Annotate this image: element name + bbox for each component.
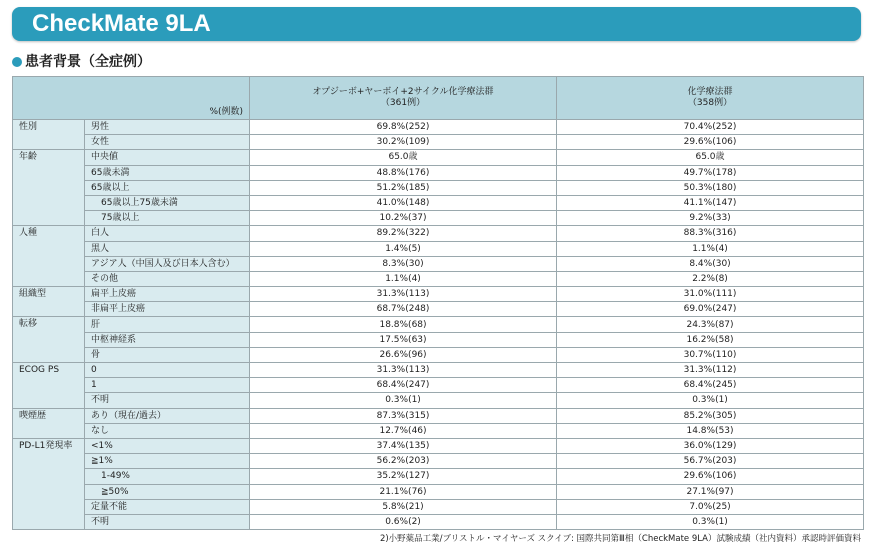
combo-group-value: 0.6%(2) xyxy=(250,514,557,529)
chemo-group-value: 1.1%(4) xyxy=(557,241,864,256)
table-row xyxy=(13,499,864,514)
table-row xyxy=(13,393,864,408)
table-header-row xyxy=(13,77,864,120)
combo-group-value: 10.2%(37) xyxy=(250,211,557,226)
row-subcategory-label: <1% xyxy=(85,438,250,453)
chemo-group-value: 85.2%(305) xyxy=(557,408,864,423)
row-subcategory-label: 65歳以上 xyxy=(85,180,250,195)
footnote: 2)小野薬品工業/ブリストル・マイヤーズ スクイブ: 国際共同第Ⅲ相（CheckMate 9LA）試験成績（社内資料）承認時評価資料 xyxy=(379,534,861,544)
chemo-group-value: 41.1%(147) xyxy=(557,195,864,210)
row-subcategory-label: 1-49% xyxy=(85,469,250,484)
combo-group-value: 56.2%(203) xyxy=(250,454,557,469)
combo-group-value: 12.7%(46) xyxy=(250,423,557,438)
section-heading xyxy=(12,52,151,72)
section-title-text: 患者背景（全症例） xyxy=(25,54,151,70)
combo-group-value: 89.2%(322) xyxy=(250,226,557,241)
chemo-group-value: 69.0%(247) xyxy=(557,302,864,317)
table-row xyxy=(13,484,864,499)
table-row xyxy=(13,332,864,347)
row-category-label: ECOG PS xyxy=(13,363,85,409)
chemo-group-value: 14.8%(53) xyxy=(557,423,864,438)
combo-group-value: 0.3%(1) xyxy=(250,393,557,408)
chemo-group-value: 16.2%(58) xyxy=(557,332,864,347)
combo-group-value: 65.0歳 xyxy=(250,150,557,165)
combo-group-value: 30.2%(109) xyxy=(250,135,557,150)
table-row xyxy=(13,211,864,226)
column-header-combo-name: オプジーボ+ヤーボイ+2サイクル化学療法群 xyxy=(312,87,494,97)
combo-group-value: 17.5%(63) xyxy=(250,332,557,347)
table-row xyxy=(13,226,864,241)
row-subcategory-label: 肝 xyxy=(85,317,250,332)
table-row xyxy=(13,271,864,286)
row-category-label: 人種 xyxy=(13,226,85,287)
row-subcategory-label: その他 xyxy=(85,271,250,286)
patient-background-table xyxy=(12,76,864,530)
table-row xyxy=(13,150,864,165)
table-row xyxy=(13,514,864,529)
chemo-group-value: 70.4%(252) xyxy=(557,120,864,135)
chemo-group-value: 8.4%(30) xyxy=(557,256,864,271)
table-row xyxy=(13,363,864,378)
row-subcategory-label: 女性 xyxy=(85,135,250,150)
row-subcategory-label: 0 xyxy=(85,363,250,378)
row-subcategory-label: 骨 xyxy=(85,347,250,362)
combo-group-value: 26.6%(96) xyxy=(250,347,557,362)
chemo-group-value: 29.6%(106) xyxy=(557,469,864,484)
table-row xyxy=(13,120,864,135)
combo-group-value: 1.1%(4) xyxy=(250,271,557,286)
chemo-group-value: 9.2%(33) xyxy=(557,211,864,226)
combo-group-value: 68.7%(248) xyxy=(250,302,557,317)
chemo-group-value: 0.3%(1) xyxy=(557,514,864,529)
table-row xyxy=(13,454,864,469)
chemo-group-value: 88.3%(316) xyxy=(557,226,864,241)
chemo-group-value: 27.1%(97) xyxy=(557,484,864,499)
table-row xyxy=(13,180,864,195)
table-row xyxy=(13,195,864,210)
table-row xyxy=(13,438,864,453)
chemo-group-value: 30.7%(110) xyxy=(557,347,864,362)
row-subcategory-label: 定量不能 xyxy=(85,499,250,514)
table-row xyxy=(13,347,864,362)
column-header-chemo xyxy=(557,77,864,120)
chemo-group-value: 31.0%(111) xyxy=(557,287,864,302)
combo-group-value: 18.8%(68) xyxy=(250,317,557,332)
table-row xyxy=(13,302,864,317)
row-subcategory-label: 不明 xyxy=(85,393,250,408)
row-subcategory-label: 黒人 xyxy=(85,241,250,256)
combo-group-value: 1.4%(5) xyxy=(250,241,557,256)
column-header-combo-n: （361例） xyxy=(380,98,426,108)
row-category-label: PD-L1発現率 xyxy=(13,438,85,529)
combo-group-value: 87.3%(315) xyxy=(250,408,557,423)
chemo-group-value: 2.2%(8) xyxy=(557,271,864,286)
table-row xyxy=(13,469,864,484)
column-header-chemo-n: （358例） xyxy=(687,98,733,108)
row-subcategory-label: 65歳未満 xyxy=(85,165,250,180)
combo-group-value: 41.0%(148) xyxy=(250,195,557,210)
row-subcategory-label: 扁平上皮癌 xyxy=(85,287,250,302)
row-subcategory-label: 白人 xyxy=(85,226,250,241)
combo-group-value: 69.8%(252) xyxy=(250,120,557,135)
row-category-label: 組織型 xyxy=(13,287,85,317)
combo-group-value: 31.3%(113) xyxy=(250,363,557,378)
chemo-group-value: 36.0%(129) xyxy=(557,438,864,453)
chemo-group-value: 29.6%(106) xyxy=(557,135,864,150)
chemo-group-value: 56.7%(203) xyxy=(557,454,864,469)
row-category-label: 喫煙歴 xyxy=(13,408,85,438)
row-subcategory-label: 不明 xyxy=(85,514,250,529)
table-row xyxy=(13,378,864,393)
combo-group-value: 48.8%(176) xyxy=(250,165,557,180)
chemo-group-value: 7.0%(25) xyxy=(557,499,864,514)
table-row xyxy=(13,256,864,271)
bullet-dot-icon xyxy=(12,57,22,67)
row-subcategory-label: 1 xyxy=(85,378,250,393)
row-category-label: 転移 xyxy=(13,317,85,363)
combo-group-value: 5.8%(21) xyxy=(250,499,557,514)
chemo-group-value: 68.4%(245) xyxy=(557,378,864,393)
row-subcategory-label: ≧50% xyxy=(85,484,250,499)
row-subcategory-label: 中央値 xyxy=(85,150,250,165)
table-row xyxy=(13,241,864,256)
combo-group-value: 37.4%(135) xyxy=(250,438,557,453)
table-row xyxy=(13,287,864,302)
chemo-group-value: 50.3%(180) xyxy=(557,180,864,195)
title-banner xyxy=(12,7,861,41)
chemo-group-value: 65.0歳 xyxy=(557,150,864,165)
row-subcategory-label: 75歳以上 xyxy=(85,211,250,226)
row-category-label: 年齢 xyxy=(13,150,85,226)
combo-group-value: 31.3%(113) xyxy=(250,287,557,302)
row-subcategory-label: 非扁平上皮癌 xyxy=(85,302,250,317)
row-subcategory-label: アジア人（中国人及び日本人含む） xyxy=(85,256,250,271)
row-category-label: 性別 xyxy=(13,120,85,150)
chemo-group-value: 0.3%(1) xyxy=(557,393,864,408)
row-subcategory-label: ≧1% xyxy=(85,454,250,469)
row-subcategory-label: 65歳以上75歳未満 xyxy=(85,195,250,210)
banner-title: CheckMate 9LA xyxy=(32,10,211,37)
chemo-group-value: 31.3%(112) xyxy=(557,363,864,378)
row-subcategory-label: あり（現在/過去） xyxy=(85,408,250,423)
row-subcategory-label: 中枢神経系 xyxy=(85,332,250,347)
table-row xyxy=(13,165,864,180)
row-subcategory-label: なし xyxy=(85,423,250,438)
column-header-combo xyxy=(250,77,557,120)
combo-group-value: 51.2%(185) xyxy=(250,180,557,195)
chemo-group-value: 24.3%(87) xyxy=(557,317,864,332)
combo-group-value: 68.4%(247) xyxy=(250,378,557,393)
corner-label: %(例数) xyxy=(13,77,250,120)
table-row xyxy=(13,408,864,423)
table-row xyxy=(13,317,864,332)
table-row xyxy=(13,423,864,438)
row-subcategory-label: 男性 xyxy=(85,120,250,135)
chemo-group-value: 49.7%(178) xyxy=(557,165,864,180)
combo-group-value: 21.1%(76) xyxy=(250,484,557,499)
table-row xyxy=(13,135,864,150)
combo-group-value: 35.2%(127) xyxy=(250,469,557,484)
column-header-chemo-name: 化学療法群 xyxy=(687,87,733,97)
combo-group-value: 8.3%(30) xyxy=(250,256,557,271)
